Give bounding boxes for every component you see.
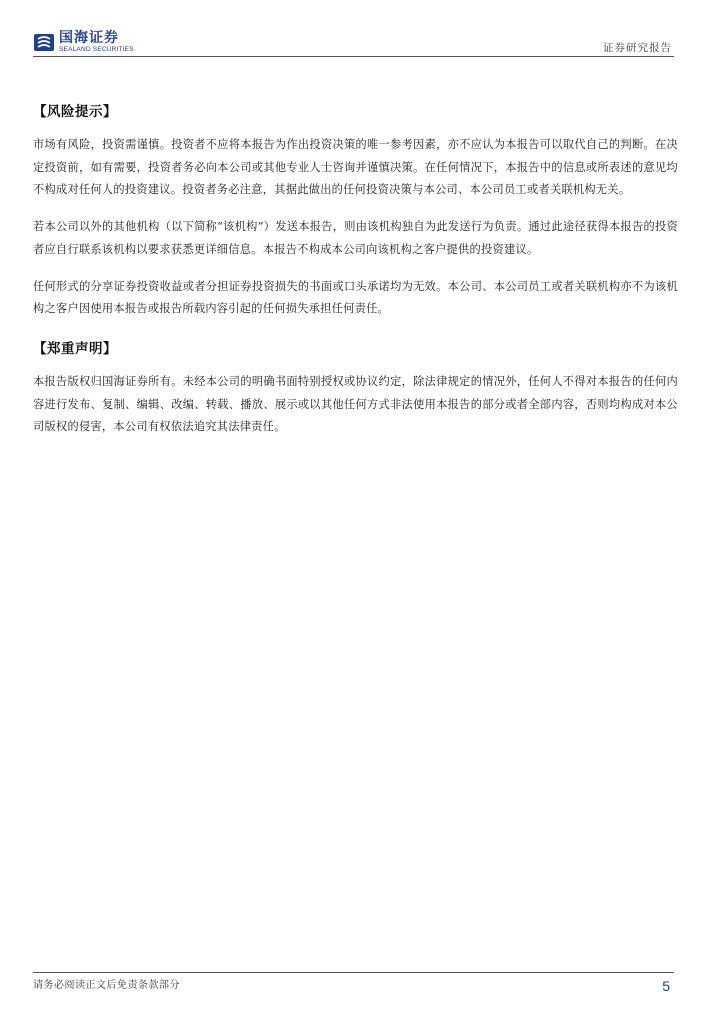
company-logo <box>33 31 134 53</box>
footer-divider <box>33 972 674 973</box>
page-number: 5 <box>662 978 670 994</box>
report-type-label: 证券研究报告 <box>603 42 672 54</box>
logo-english-name: SEALAND SECURITIES <box>59 46 134 53</box>
page-content <box>33 100 678 439</box>
risk-paragraph-2: 若本公司以外的其他机构（以下简称“该机构”）发送本报告，则由该机构独自为此发送行为负责。通过此途径获得本报告的投资者应自行联系该机构以要求获悉更详细信息。本报告不构成本公司向该机构之客户提供的投资建议。 <box>33 220 678 256</box>
logo-chinese-name: 国海证券 <box>59 30 119 46</box>
page-header <box>0 0 724 60</box>
statement-heading: 【郑重声明】 <box>33 340 117 357</box>
footer-disclaimer-notice: 请务必阅读正文后免责条款部分 <box>33 980 180 991</box>
risk-paragraph-1: 市场有风险，投资需谨慎。投资者不应将本报告为作出投资决策的唯一参考因素，亦不应认为本报告可以取代自己的判断。在决定投资前，如有需要，投资者务必向本公司或其他专业人士咨询并谨慎决策。在任何情况下，本报告中的信息或所表述的意见均不构成对任何人的投资建议。投资者务必注意，其据此做出的任何投资决策与本公司、本公司员工或者关联机构无关。 <box>33 138 678 197</box>
risk-warning-heading: 【风险提示】 <box>33 104 117 120</box>
risk-paragraph-3: 任何形式的分享证券投资收益或者分担证券投资损失的书面或口头承诺均为无效。本公司、本公司员工或者关联机构亦不为该机构之客户因使用本报告或报告所载内容引起的任何损失承担任何责任。 <box>33 279 678 316</box>
header-divider <box>33 56 674 57</box>
sealand-logo-icon <box>33 31 55 53</box>
statement-paragraph-1: 本报告版权归国海证券所有。未经本公司的明确书面特别授权或协议约定，除法律规定的情况外，任何人不得对本报告的任何内容进行发布、复制、编辑、改编、转载、播放、展示或以其他任何方式非法使用本报告的部分或者全部内容，否则均构成对本公司版权的侵害，本公司有权依法追究其法律责任。 <box>33 374 678 434</box>
